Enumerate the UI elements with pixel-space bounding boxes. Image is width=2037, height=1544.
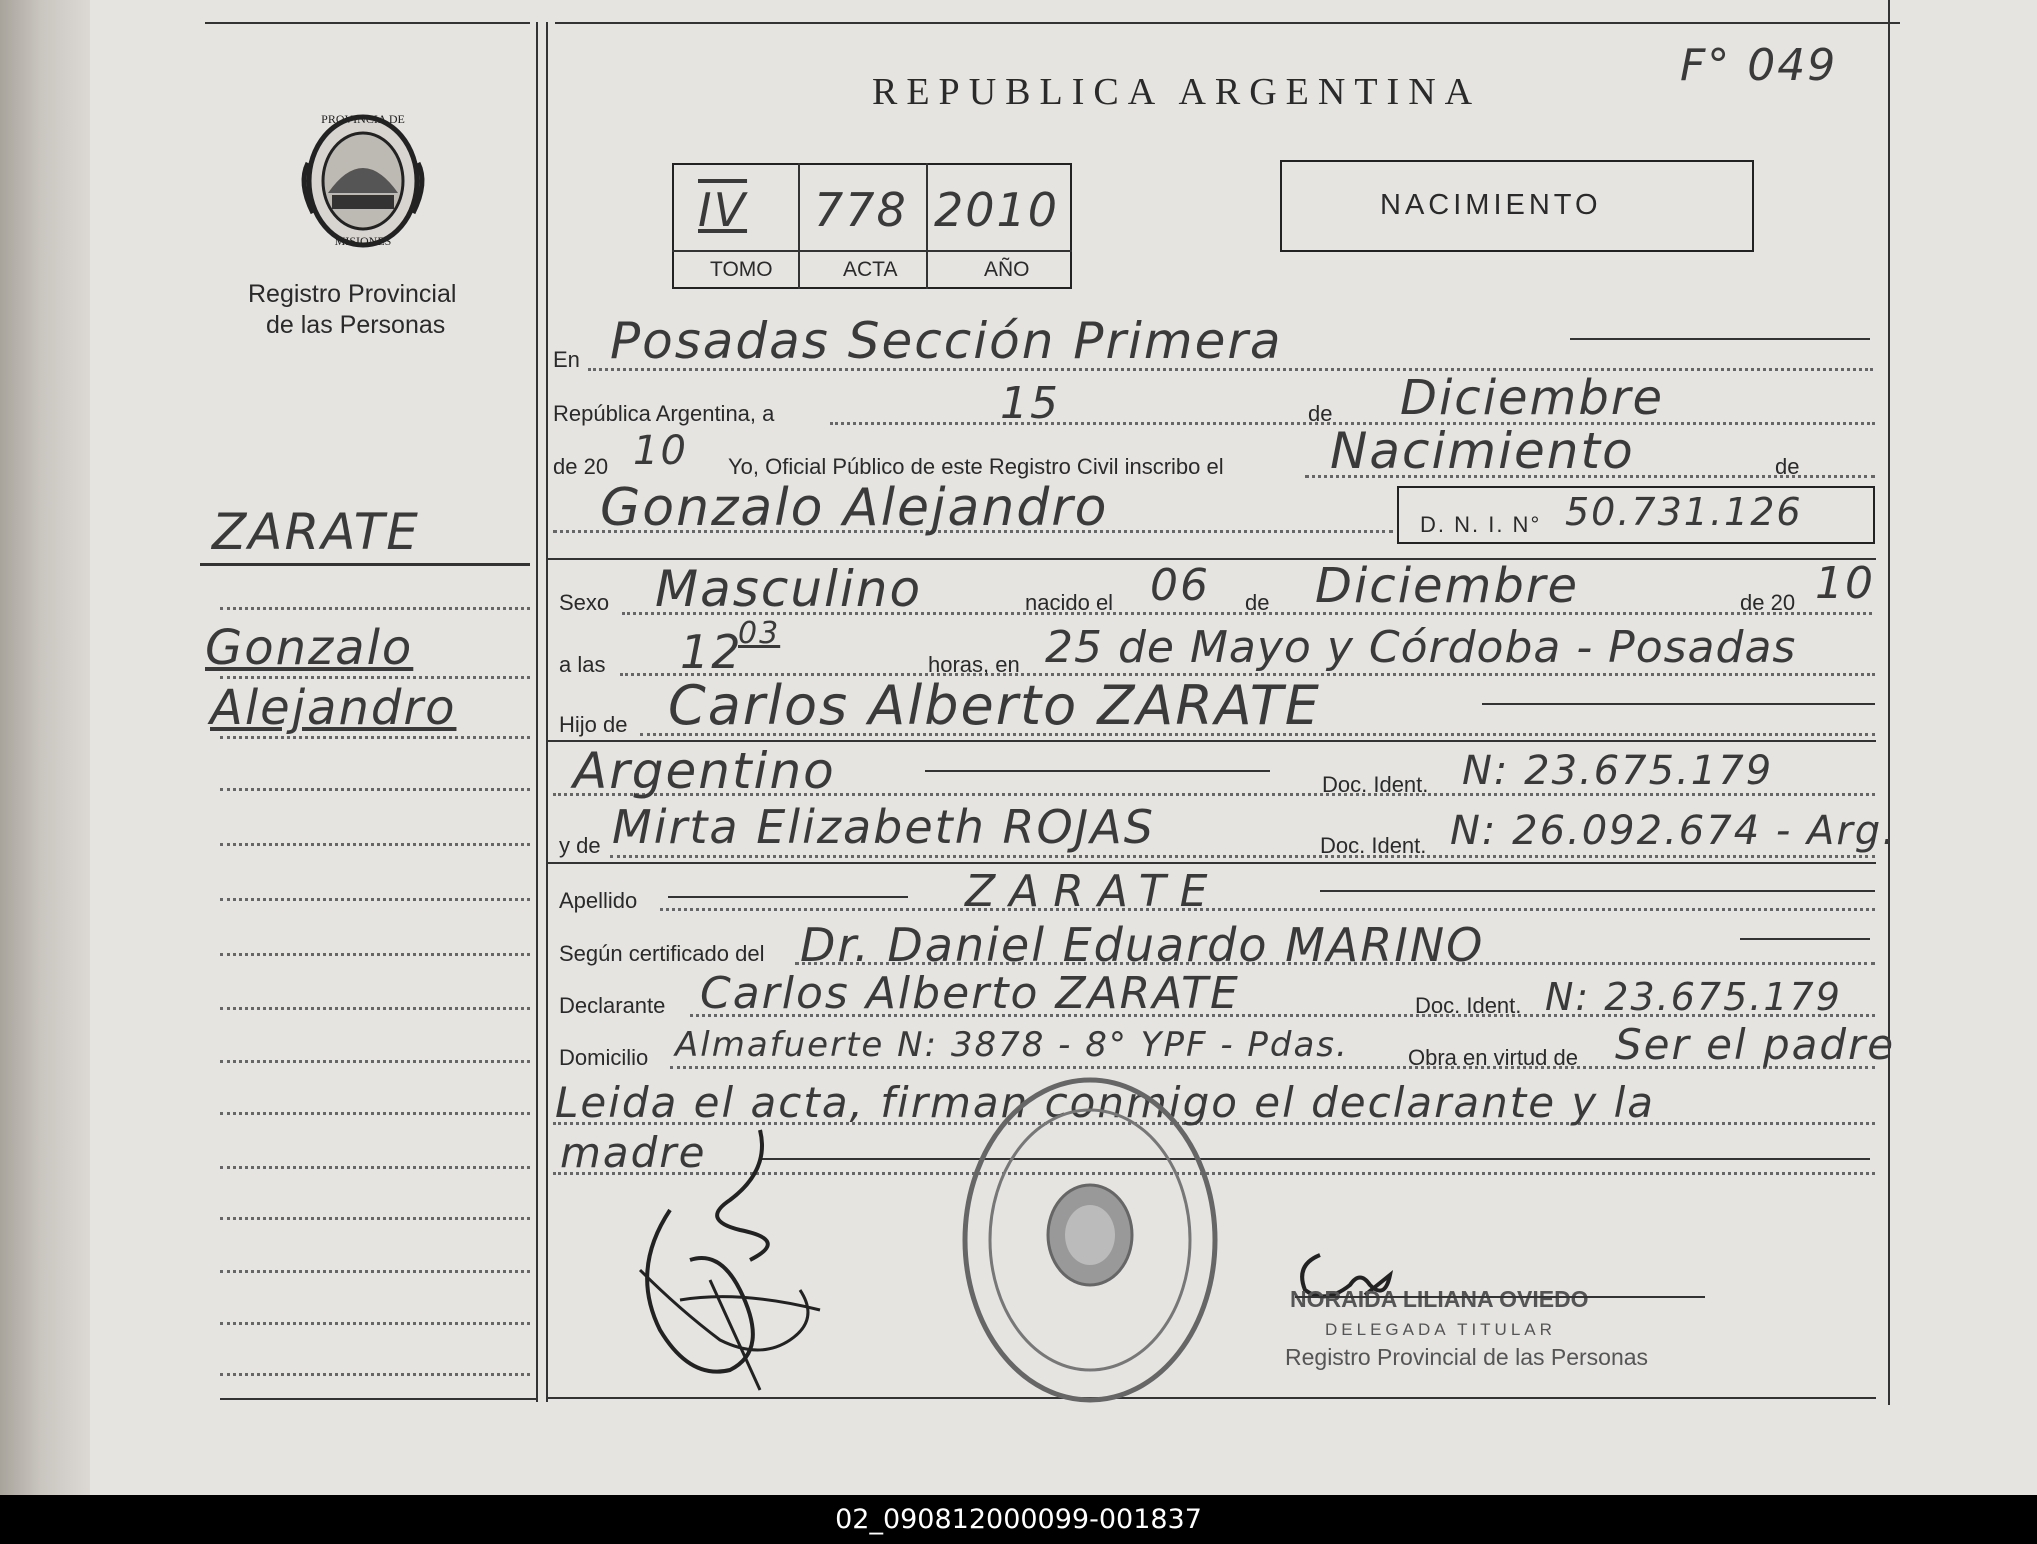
row-dotline	[660, 908, 1875, 911]
sidebar-surname: ZARATE	[212, 503, 420, 561]
scan-id-bar	[0, 1495, 2037, 1544]
label-republica: República Argentina, a	[553, 401, 775, 426]
table-divider	[926, 163, 928, 289]
field-declarant-doc: N: 23.675.179	[1545, 975, 1842, 1019]
field-declarant-name: Carlos Alberto ZARATE	[700, 968, 1240, 1019]
label-de20: de 20	[553, 454, 609, 479]
scan-id-code: 02_090812000099-001837	[835, 1504, 1202, 1535]
field-father-doc: N: 23.675.179	[1462, 748, 1774, 794]
field-mother-name: Mirta Elizabeth ROJAS	[612, 800, 1155, 854]
sidebar-dotline	[220, 1322, 530, 1325]
sidebar-dotline	[220, 1270, 530, 1273]
official-organization: Registro Provincial de las Personas	[1285, 1344, 1649, 1370]
field-event: Nacimiento	[1330, 422, 1635, 480]
table-divider	[672, 250, 1072, 252]
label-apellido: Apellido	[559, 888, 638, 913]
sidebar-surname-underline	[200, 563, 530, 566]
official-name: NORAIDA LILIANA OVIEDO	[1290, 1286, 1589, 1312]
field-capacity: Ser el padre	[1615, 1020, 1896, 1069]
label-a-las: a las	[559, 652, 606, 677]
sidebar-dotline	[220, 953, 530, 956]
acta-value: 778	[814, 183, 908, 237]
sidebar-dotline	[220, 1112, 530, 1115]
sidebar-dotline	[220, 1217, 530, 1220]
anio-value: 2010	[934, 183, 1060, 237]
sidebar-dotline	[220, 1007, 530, 1010]
field-year: 10	[633, 428, 688, 474]
sidebar-dotline	[220, 1060, 530, 1063]
main-right-border	[1888, 0, 1890, 1405]
acta-label: ACTA	[843, 258, 898, 281]
label-sexo: Sexo	[559, 590, 610, 615]
label-dni: D. N. I. N°	[1420, 512, 1542, 537]
label-en: En	[553, 347, 580, 372]
section-divider	[760, 1158, 1870, 1160]
field-place-registry: Posadas Sección Primera	[610, 312, 1283, 370]
field-apellido: ZARATE	[965, 866, 1222, 917]
sidebar-dotline	[220, 736, 530, 739]
signature-line	[1295, 1296, 1705, 1298]
label-de-3: de	[1245, 590, 1270, 615]
misiones-seal	[288, 103, 438, 253]
main-top-line	[555, 22, 1900, 24]
declarant-signature	[620, 1110, 860, 1400]
sidebar-given-name-2: Alejandro	[210, 680, 457, 736]
book-spine	[0, 0, 90, 1495]
label-y-de: y de	[559, 833, 601, 858]
main-left-border	[546, 22, 548, 1402]
sidebar-dotline	[220, 607, 530, 610]
official-title: DELEGADA TITULAR	[1325, 1320, 1556, 1339]
field-father-name: Carlos Alberto ZARATE	[668, 674, 1321, 737]
org-name-line2: de las Personas	[266, 311, 446, 339]
sidebar-dotline	[220, 676, 530, 679]
sidebar-dotline	[220, 1373, 530, 1376]
label-de-2: de	[1775, 454, 1800, 479]
sidebar-dotline	[220, 788, 530, 791]
fill-dash	[1740, 938, 1870, 940]
field-mother-doc: N: 26.092.674 - Arg.	[1450, 808, 1897, 854]
fill-dash	[668, 896, 908, 898]
field-dni: 50.731.126	[1565, 490, 1803, 534]
label-horas-en: horas, en	[928, 652, 1020, 677]
field-month: Diciembre	[1400, 370, 1665, 426]
tomo-label: TOMO	[710, 258, 773, 281]
label-doc-ident: Doc. Ident.	[1322, 772, 1429, 797]
label-obra-en-virtud: Obra en virtud de	[1408, 1045, 1578, 1070]
country-title: REPUBLICA ARGENTINA	[872, 71, 1482, 113]
closing-statement: Leida el acta, firman conmigo el declarante y la	[555, 1078, 1656, 1127]
left-column-top-line	[205, 22, 530, 24]
field-birth-year: 10	[1815, 558, 1875, 609]
sidebar-given-name-1: Gonzalo	[205, 620, 414, 676]
official-round-stamp	[955, 1070, 1225, 1410]
row-dotline	[610, 855, 1875, 858]
sidebar-dotline	[220, 843, 530, 846]
table-divider	[798, 163, 800, 289]
field-father-nationality: Argentino	[573, 742, 836, 800]
label-domicilio: Domicilio	[559, 1045, 649, 1070]
seal-top-text: PROVINCIA DE	[321, 112, 405, 126]
field-day: 15	[1000, 378, 1060, 429]
act-type-label: NACIMIENTO	[1380, 189, 1602, 221]
field-sex: Masculino	[655, 560, 923, 618]
label-doc-ident-2: Doc. Ident.	[1320, 833, 1427, 858]
field-address: Almafuerte N: 3878 - 8° YPF - Pdas.	[675, 1025, 1349, 1065]
field-birth-month: Diciembre	[1315, 558, 1580, 614]
fill-dash	[1570, 338, 1870, 340]
org-name-line1: Registro Provincial	[248, 280, 457, 308]
fill-dash	[1482, 703, 1875, 705]
tomo-value: IV	[698, 183, 748, 237]
field-child-name: Gonzalo Alejandro	[600, 478, 1109, 538]
anio-label: AÑO	[984, 258, 1030, 281]
folio-number: F° 049	[1680, 40, 1838, 91]
sidebar-dotline	[220, 1166, 530, 1169]
left-column-bottom-line	[220, 1398, 536, 1400]
field-birth-place: 25 de Mayo y Córdoba - Posadas	[1045, 622, 1797, 673]
label-de20-2: de 20	[1740, 590, 1796, 615]
label-doc-ident-3: Doc. Ident.	[1415, 993, 1522, 1018]
column-divider	[536, 22, 538, 1402]
label-declarante: Declarante	[559, 993, 666, 1018]
fill-dash	[925, 770, 1270, 772]
field-hour: 12	[680, 625, 743, 679]
field-minutes: 03	[738, 616, 781, 651]
label-segun-certificado: Según certificado del	[559, 941, 765, 966]
seal-bottom-text: MISIONES	[334, 234, 392, 248]
sidebar-dotline	[220, 898, 530, 901]
label-de: de	[1308, 401, 1333, 426]
label-hijo-de: Hijo de	[559, 712, 628, 737]
closing-statement-end: madre	[560, 1128, 707, 1177]
field-birth-day: 06	[1150, 560, 1210, 611]
fill-dash	[1320, 890, 1875, 892]
label-nacido: nacido el	[1025, 590, 1114, 615]
field-certifying-doctor: Dr. Daniel Eduardo MARINO	[800, 918, 1485, 972]
section-divider	[546, 862, 1876, 864]
label-yo-oficial: Yo, Oficial Público de este Registro Civil inscribo el	[728, 454, 1224, 479]
